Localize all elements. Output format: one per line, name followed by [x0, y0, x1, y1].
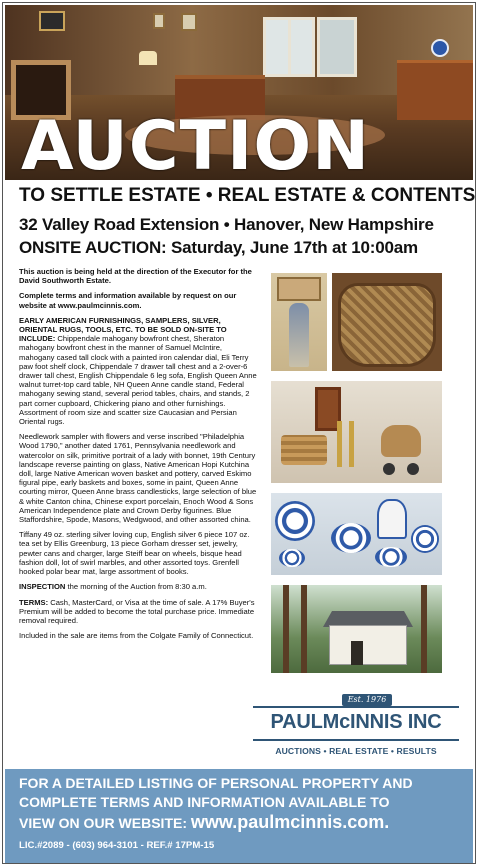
lamp — [139, 51, 157, 65]
furnishings-heading: EARLY AMERICAN FURNISHINGS, SAMPLERS, SILVER, ORIENTAL RUGS, TOOLS, ETC. TO BE SOLD ON-SITE TO INCLUDE: — [19, 315, 227, 344]
footer-banner — [5, 769, 473, 863]
headline-estate: TO SETTLE ESTATE • REAL ESTATE & CONTENTS — [19, 185, 476, 206]
footer-line-3-prefix: VIEW ON OUR WEBSITE: — [19, 815, 191, 831]
website-link[interactable]: www.paulmcinnis.com. — [190, 812, 390, 832]
logo-est-badge: Est. 1976 — [342, 694, 392, 706]
framed-picture — [39, 11, 65, 31]
mirror-and-bear-photo — [271, 381, 442, 483]
auction-advertisement — [2, 2, 476, 864]
footer-line-2: COMPLETE TERMS AND INFORMATION AVAILABLE TO — [19, 794, 390, 810]
tiffany-paragraph: Tiffany 49 oz. sterling silver loving cup, English silver 6 piece 107 oz. tea set by Ellis Greenburg, 13 piece Gorham dresser set, jewelry, pewter cans and charger, large Steiff bear on wheels, bisque head fashion doll, lot of swirl marbles, and other assorted toys. Grenfell hooked polar bear mat, large assortment of books. — [19, 530, 250, 577]
window — [317, 17, 357, 77]
inspection-paragraph — [19, 582, 259, 591]
furnishings-text: Chippendale mahogany bowfront chest, Sheraton mahogany bowfront chest in the manner of Samuel McIntire, mahogany cased tall clock with a painted iron calendar dial, Eli Terry paw foot shelf clock, Chippendale 7 drawer tall chest and a 2-over-6 drawer tall chest, English Chippendale 6 leg sofa, English Queen Anne walnut turret-top card table, NH Queen Anne candle stand, Federal mahogany sewing stand, several period tables, chairs, and stands, 2 part corner cupboard, Chickering piano and other furnishings. Assortment of room size and scatter size Caucasian and Persian Oriental rugs. — [19, 334, 257, 427]
blue-white-china-photo — [271, 493, 442, 575]
inspection-text: the morning of the Auction from 8:30 a.m. — [65, 582, 207, 592]
hero-title: AUCTION — [21, 107, 371, 180]
logo-tagline: AUCTIONS • REAL ESTATE • RESULTS — [275, 746, 437, 756]
inspection-label: INSPECTION — [19, 582, 66, 592]
license-line: LIC.#2089 - (603) 964-3101 - REF.# 17PM-15 — [19, 840, 215, 851]
hero-photo — [5, 5, 473, 180]
needlework-paragraph: Needlework sampler with flowers and verse inscribed "Philadelphia Wood 1790," another dated 1761, Pennsylvania needlework and watercolor on silk, primitive portrait of a lady with bonnet, 19th Century landscape reverse painting on glass, Native American Hopi Kutchina doll, large Native American woven basket and pottery, carved Eskimo figural pipe, early baskets and boxes, some in paint, Queen Anne courting mirror, Queen Anne brass candlesticks, large selection of blue & white Canton china, Chinese export porcelain, Enoch Wood & Sons American Independence plate and Crown Derby figurines. Blue Staffordshire, Spode, Masons, Wedgwood, and other assorted china. — [19, 432, 257, 525]
headline-address: 32 Valley Road Extension • Hanover, New Hampshire — [19, 215, 434, 234]
intro-text: This auction is being held at the direction of the Executor for the David Southworth Estate. — [19, 267, 252, 286]
house-photo — [271, 585, 442, 673]
included-paragraph: Included in the sale are items from the Colgate Family of Connecticut. — [19, 631, 254, 641]
terms-paragraph — [19, 598, 259, 626]
window — [263, 17, 315, 77]
framed-picture — [181, 13, 197, 31]
bowfront-chest — [397, 60, 473, 120]
kachina-doll-photo — [271, 273, 327, 371]
headline-date: ONSITE AUCTION: Saturday, June 17th at 10:00am — [19, 238, 418, 257]
listing-text — [19, 267, 259, 646]
blue-plate — [431, 39, 449, 57]
logo-divider — [253, 706, 459, 708]
framed-picture — [153, 13, 165, 29]
terms-text: Cash, MasterCard, or Visa at the time of sale. A 17% Buyer's Premium will be added to become the total purchase price. Immediate removal required. — [19, 597, 255, 625]
logo-divider — [253, 739, 459, 741]
company-logo: PAULMcINNIS INC — [270, 711, 442, 733]
terms-info-text: Complete terms and information available by request on our website at www.paulmcinnis.com. — [19, 291, 237, 310]
footer-line-3 — [19, 812, 389, 833]
woven-basket-photo — [332, 273, 442, 371]
furnishings-paragraph — [19, 316, 259, 426]
footer-line-1: FOR A DETAILED LISTING OF PERSONAL PROPERTY AND — [19, 775, 413, 791]
terms-label: TERMS: — [19, 597, 49, 607]
